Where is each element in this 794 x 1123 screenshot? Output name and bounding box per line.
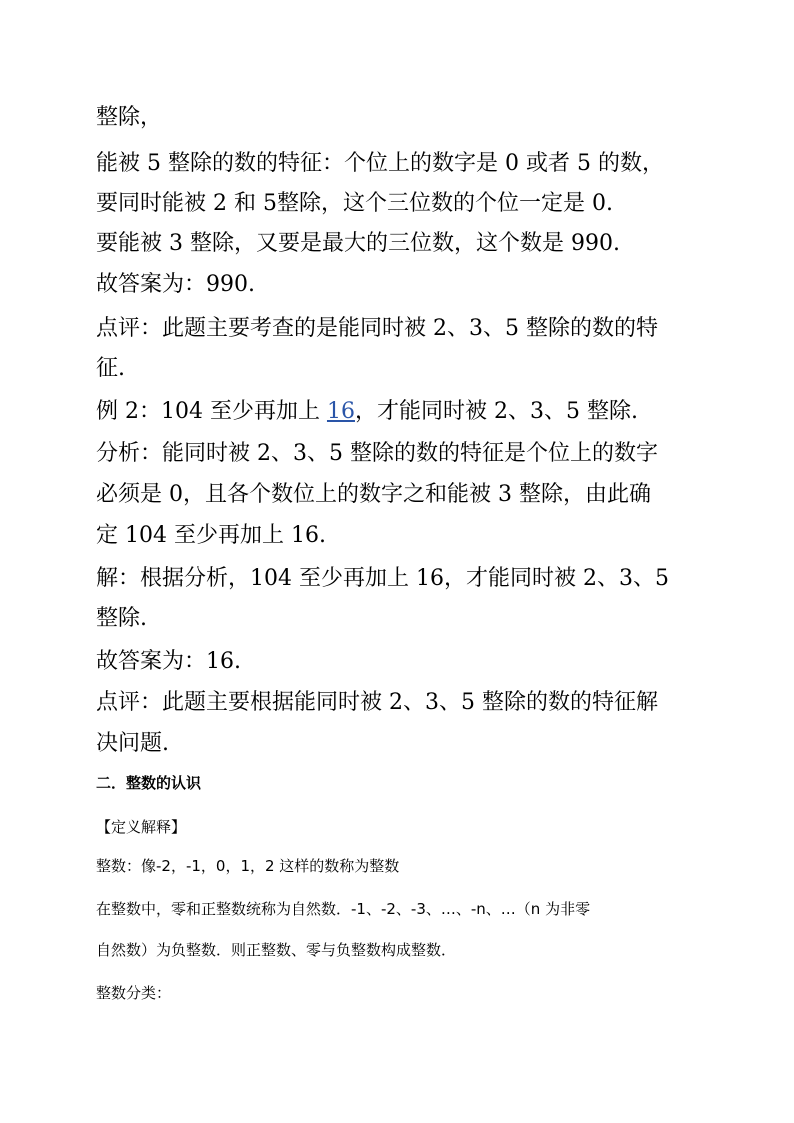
definition-line: 整数：像-2，-1，0，1，2 这样的数称为整数 [96, 857, 400, 875]
example-2-line [96, 394, 638, 425]
text-line: 整除， [96, 105, 163, 130]
text-line: 解：根据分析，104 至少再加上 16，才能同时被 2、3、5 [96, 566, 669, 591]
answer-link[interactable]: 16 [326, 399, 355, 424]
text-line: 故答案为：16. [96, 649, 241, 674]
text-line: 征. [96, 356, 125, 381]
classification-label: 整数分类： [96, 984, 172, 1002]
text-line: 点评：此题主要考查的是能同时被 2、3、5 整除的数的特 [96, 316, 658, 341]
text-line: 分析：能同时被 2、3、5 整除的数的特征是个位上的数字 [96, 441, 658, 466]
text-line: 能被 5 整除的数的特征：个位上的数字是 0 或者 5 的数， [96, 151, 664, 176]
text-line: 要能被 3 整除，又要是最大的三位数，这个数是 990. [96, 231, 620, 256]
example-2-suffix: ，才能同时被 2、3、5 整除. [354, 399, 638, 424]
natural-number-line: 在整数中，零和正整数统称为自然数．-1、-2、-3、…、-n、…（n 为非零 [96, 900, 591, 918]
example-2-prefix: 例 2：104 至少再加上 [96, 399, 327, 424]
text-line: 点评：此题主要根据能同时被 2、3、5 整除的数的特征解 [96, 690, 658, 715]
text-line: 决问题. [96, 731, 169, 756]
text-line: 整除. [96, 606, 147, 631]
definition-header: 【定义解释】 [96, 818, 187, 836]
text-line: 定 104 至少再加上 16. [96, 523, 326, 548]
text-line: 故答案为：990. [96, 272, 255, 297]
text-line: 要同时能被 2 和 5整除，这个三位数的个位一定是 0. [96, 191, 613, 216]
natural-number-line: 自然数）为负整数．则正整数、零与负整数构成整数． [96, 941, 457, 959]
section-heading: 二．整数的认识 [96, 774, 202, 792]
text-line: 必须是 0，且各个数位上的数字之和能被 3 整除，由此确 [96, 482, 651, 507]
